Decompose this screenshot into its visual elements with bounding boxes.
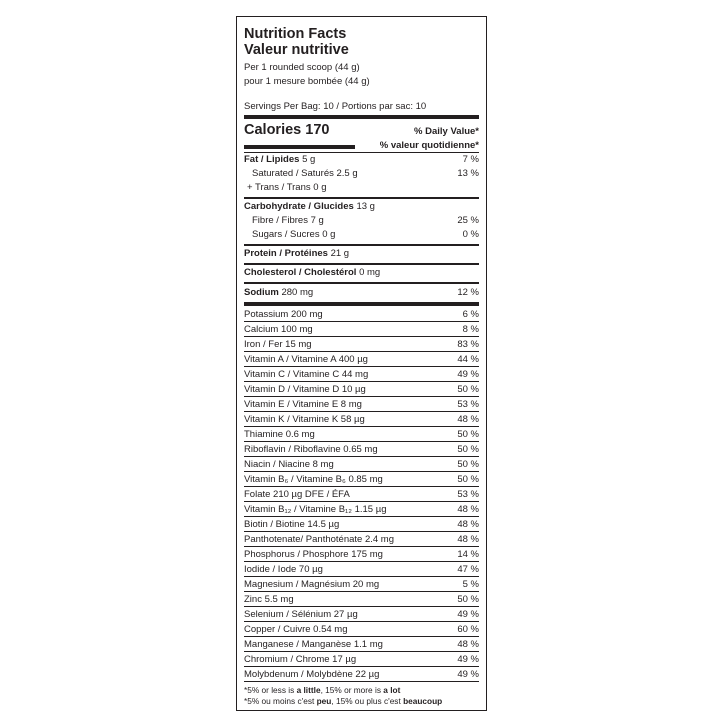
- fat-row: [244, 154, 479, 165]
- nutrient-amount: 0 g: [322, 229, 336, 240]
- micronutrient-row: [244, 532, 479, 547]
- nutrient-name: Carbohydrate / Glucides: [244, 201, 354, 212]
- nutrient-name: Fibre / Fibres: [252, 215, 308, 226]
- micronutrient-row: [244, 352, 479, 367]
- micronutrient-row: [244, 652, 479, 667]
- micronutrient-row: [244, 622, 479, 637]
- micronutrient-row: [244, 337, 479, 352]
- micronutrient-dv: 50 %: [457, 474, 479, 485]
- protein-row: [244, 248, 479, 259]
- nutrient-amount: 280 mg: [281, 287, 314, 298]
- micronutrient-name: Vitamin K / Vitamine K 58 µg: [244, 414, 365, 425]
- micronutrient-dv: 8 %: [462, 324, 479, 335]
- micronutrient-name: Calcium 100 mg: [244, 324, 313, 335]
- nutrient-dv: 0 %: [462, 229, 479, 240]
- nutrient-amount: 0 g: [313, 182, 327, 193]
- micronutrient-dv: 50 %: [457, 384, 479, 395]
- calories-bar: [244, 145, 355, 149]
- calories: Calories 170: [244, 122, 330, 138]
- micronutrient-name: Molybdenum / Molybdène 22 µg: [244, 669, 380, 680]
- nutrient-name: Saturated / Saturés: [252, 168, 334, 179]
- micronutrient-dv: 50 %: [457, 444, 479, 455]
- sugars-row: [244, 229, 479, 240]
- micronutrient-name: Niacin / Niacine 8 mg: [244, 459, 334, 470]
- micronutrient-dv: 50 %: [457, 429, 479, 440]
- micronutrient-name: Thiamine 0.6 mg: [244, 429, 315, 440]
- micronutrient-name: Vitamin D / Vitamine D 10 µg: [244, 384, 366, 395]
- footnote-en: *5% or less is a little, 15% or more is a lot: [244, 685, 401, 695]
- nutrient-name: Sodium: [244, 287, 279, 298]
- servings-per-container: Servings Per Bag: 10 / Portions par sac: 10: [244, 101, 427, 112]
- cholesterol-row: [244, 267, 479, 278]
- micronutrient-dv: 44 %: [457, 354, 479, 365]
- divider: [244, 197, 479, 199]
- daily-value-header-en: % Daily Value*: [414, 126, 479, 137]
- micronutrient-row: [244, 487, 479, 502]
- micronutrient-dv: 83 %: [457, 339, 479, 350]
- nutrient-amount: 7 g: [310, 215, 324, 226]
- micronutrient-dv: 48 %: [457, 639, 479, 650]
- micronutrient-dv: 49 %: [457, 609, 479, 620]
- nutrient-dv: 13 %: [457, 168, 479, 179]
- micronutrient-name: Folate 210 µg DFE / ÉFA: [244, 489, 350, 500]
- nutrient-amount: 5 g: [302, 154, 316, 165]
- micronutrient-row: [244, 412, 479, 427]
- thick-divider: [244, 115, 479, 119]
- micronutrient-row: [244, 502, 479, 517]
- micronutrient-row: [244, 367, 479, 382]
- micronutrient-dv: 48 %: [457, 534, 479, 545]
- title-en: Nutrition Facts: [244, 26, 347, 42]
- nutrient-name: Protein / Protéines: [244, 248, 328, 259]
- title-fr: Valeur nutritive: [244, 42, 349, 58]
- micronutrient-name: Manganese / Manganèse 1.1 mg: [244, 639, 383, 650]
- micronutrient-dv: 60 %: [457, 624, 479, 635]
- micronutrient-name: Biotin / Biotine 14.5 µg: [244, 519, 340, 530]
- nutrition-facts-panel: [236, 16, 487, 711]
- micronutrient-dv: 49 %: [457, 654, 479, 665]
- micronutrient-dv: 49 %: [457, 369, 479, 380]
- micronutrient-name: Copper / Cuivre 0.54 mg: [244, 624, 348, 635]
- nutrient-amount: 2.5 g: [336, 168, 358, 179]
- micronutrient-name: Magnesium / Magnésium 20 mg: [244, 579, 380, 590]
- micronutrient-row: [244, 562, 479, 577]
- micronutrient-row: [244, 517, 479, 532]
- micronutrient-row: [244, 592, 479, 607]
- micronutrient-row: [244, 442, 479, 457]
- micronutrient-dv: 53 %: [457, 399, 479, 410]
- trans-row: [244, 182, 479, 193]
- carbohydrate-row: [244, 201, 479, 212]
- micronutrient-dv: 47 %: [457, 564, 479, 575]
- micronutrient-dv: 48 %: [457, 504, 479, 515]
- divider: [244, 244, 479, 246]
- nutrient-dv: 7 %: [462, 154, 479, 165]
- daily-value-header-fr: % valeur quotidienne*: [379, 140, 479, 151]
- micronutrient-dv: 50 %: [457, 459, 479, 470]
- micronutrient-row: [244, 307, 479, 322]
- micronutrient-row: [244, 607, 479, 622]
- saturated-row: [244, 168, 479, 179]
- micronutrient-name: Iron / Fer 15 mg: [244, 339, 312, 350]
- micronutrient-name: Vitamin E / Vitamine E 8 mg: [244, 399, 362, 410]
- micronutrient-name: Potassium 200 mg: [244, 309, 323, 320]
- micronutrient-dv: 48 %: [457, 519, 479, 530]
- micronutrient-name: Riboflavin / Riboflavine 0.65 mg: [244, 444, 378, 455]
- micronutrient-name: Vitamin C / Vitamine C 44 mg: [244, 369, 369, 380]
- micronutrient-name: Zinc 5.5 mg: [244, 594, 294, 605]
- micronutrient-row: [244, 547, 479, 562]
- micronutrient-name: Selenium / Sélénium 27 µg: [244, 609, 358, 620]
- nutrient-amount: 13 g: [356, 201, 375, 212]
- nutrient-dv: 12 %: [457, 287, 479, 298]
- micronutrient-row: [244, 457, 479, 472]
- micronutrient-row: [244, 577, 479, 592]
- micronutrient-name: Vitamin B₆ / Vitamine B₆ 0.85 mg: [244, 474, 383, 485]
- micronutrient-name: Iodide / Iode 70 µg: [244, 564, 323, 575]
- divider: [244, 282, 479, 284]
- micronutrient-dv: 53 %: [457, 489, 479, 500]
- micronutrient-dv: 5 %: [462, 579, 479, 590]
- micronutrient-row: [244, 382, 479, 397]
- micronutrient-row: [244, 322, 479, 337]
- micronutrient-name: Panthotenate/ Panthoténate 2.4 mg: [244, 534, 395, 545]
- nutrient-name: Sugars / Sucres: [252, 229, 320, 240]
- micronutrient-row: [244, 427, 479, 442]
- micronutrient-dv: 50 %: [457, 594, 479, 605]
- micronutrient-name: Vitamin A / Vitamine A 400 µg: [244, 354, 368, 365]
- thick-divider: [244, 302, 479, 306]
- micronutrient-name: Vitamin B₁₂ / Vitamine B₁₂ 1.15 µg: [244, 504, 387, 515]
- fibre-row: [244, 215, 479, 226]
- nutrient-amount: 0 mg: [359, 267, 381, 278]
- nutrient-dv: 25 %: [457, 215, 479, 226]
- micronutrient-name: Phosphorus / Phosphore 175 mg: [244, 549, 383, 560]
- nutrient-name: + Trans / Trans: [247, 182, 311, 193]
- micronutrient-row: [244, 637, 479, 652]
- nutrient-name: Fat / Lipides: [244, 154, 300, 165]
- nutrient-name: Cholesterol / Cholestérol: [244, 267, 357, 278]
- divider: [244, 152, 479, 153]
- micronutrient-dv: 14 %: [457, 549, 479, 560]
- serving-size-fr: pour 1 mesure bombée (44 g): [244, 76, 370, 87]
- footnote-fr: *5% ou moins c'est peu, 15% ou plus c'est beaucoup: [244, 696, 443, 706]
- micronutrient-dv: 49 %: [457, 669, 479, 680]
- micronutrient-name: Chromium / Chrome 17 µg: [244, 654, 357, 665]
- serving-size-en: Per 1 rounded scoop (44 g): [244, 62, 360, 73]
- micronutrient-row: [244, 397, 479, 412]
- sodium-row: [244, 287, 479, 298]
- divider: [244, 263, 479, 265]
- micronutrient-dv: 48 %: [457, 414, 479, 425]
- micronutrient-dv: 6 %: [462, 309, 479, 320]
- nutrient-amount: 21 g: [330, 248, 350, 259]
- micronutrient-row: [244, 472, 479, 487]
- micronutrient-row: [244, 667, 479, 682]
